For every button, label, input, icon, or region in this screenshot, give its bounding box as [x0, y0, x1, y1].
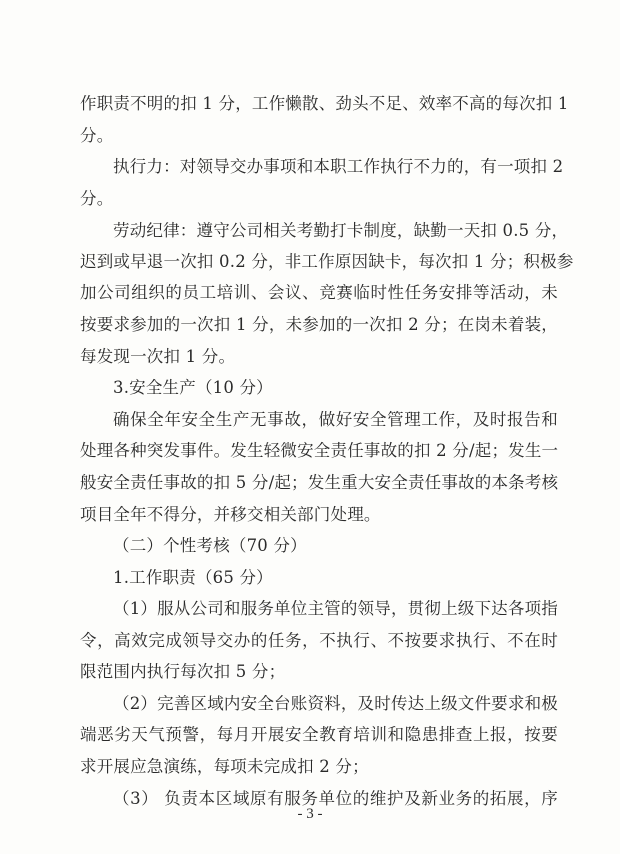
text-line: 迟到或早退一次扣 0.2 分，非工作原因缺卡，每次扣 1 分；积极参	[80, 252, 574, 271]
section-heading: 3.安全生产（10 分）	[113, 378, 273, 397]
section-heading: 1.工作职责（65 分）	[113, 568, 273, 587]
text-line: 端恶劣天气预警，每月开展安全教育培训和隐患排查上报，按要	[80, 725, 558, 744]
text-line: （2）完善区域内安全台账资料，及时传达上级文件要求和极	[113, 694, 558, 713]
text-line: 限范围内执行每次扣 5 分；	[80, 662, 286, 681]
text-line: 每发现一次扣 1 分。	[80, 347, 236, 366]
text-line: 项目全年不得分，并移交相关部门处理。	[80, 505, 381, 524]
text-line: 确保全年安全生产无事故，做好安全管理工作，及时报告和	[113, 410, 558, 429]
text-line: 执行力：对领导交办事项和本职工作执行不力的，有一项扣 2	[113, 157, 564, 176]
text-line: （1）服从公司和服务单位主管的领导，贯彻上级下达各项指	[113, 599, 558, 618]
text-line: 加公司组织的员工培训、会议、竞赛临时性任务安排等活动，未	[80, 283, 558, 302]
text-line: 分。	[80, 126, 114, 145]
section-heading: （二）个性考核（70 分）	[113, 536, 307, 555]
text-line: 劳动纪律：遵守公司相关考勤打卡制度，缺勤一天扣 0.5 分，	[113, 221, 569, 240]
text-line: 般安全责任事故的扣 5 分/起；发生重大安全责任事故的本条考核	[80, 473, 559, 492]
text-line: 令，高效完成领导交办的任务，不执行、不按要求执行、不在时	[80, 631, 558, 650]
text-line: 作职责不明的扣 1 分，工作懒散、劲头不足、效率不高的每次扣 1	[80, 94, 569, 113]
page-number: - 3 -	[297, 806, 323, 822]
text-line: 求开展应急演练，每项未完成扣 2 分；	[80, 757, 369, 776]
text-line: 按要求参加的一次扣 1 分，未参加的一次扣 2 分；在岗未着装，	[80, 315, 558, 334]
text-line: 处理各种突发事件。发生轻微安全责任事故的扣 2 分/起；发生一	[80, 441, 559, 460]
text-line: 分。	[80, 189, 114, 208]
text-line: （3） 负责本区域原有服务单位的维护及新业务的拓展，序	[113, 789, 558, 808]
